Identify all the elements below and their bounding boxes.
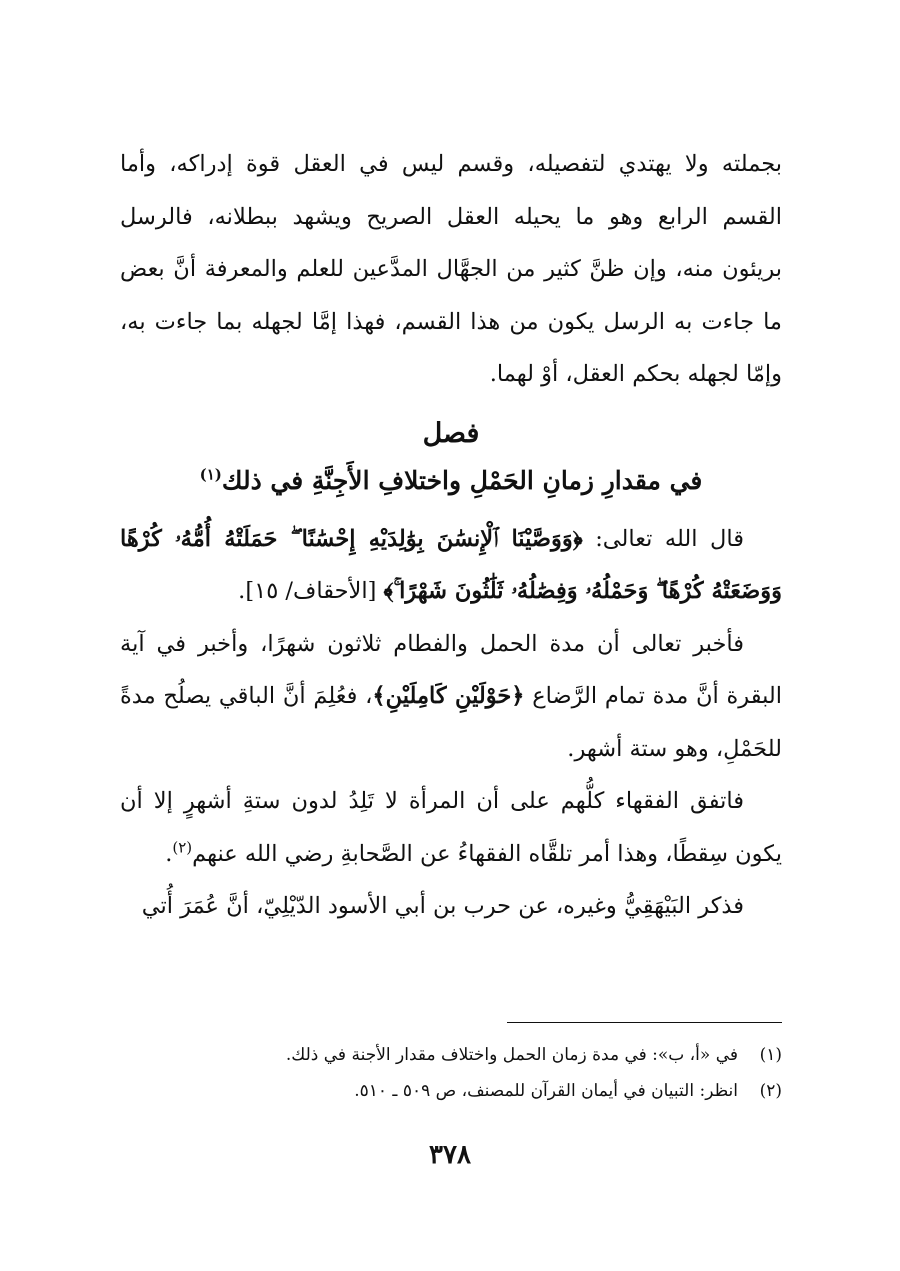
footnote-ref-1[interactable]: (١) xyxy=(199,465,222,484)
footnote-number: (٢) xyxy=(759,1081,782,1101)
quran-verse-ahqaf: ﴿وَوَصَّيْنَا ٱلْإِنسَٰنَ بِوَٰلِدَيْهِ إِحْسَٰنًا ۖ حَمَلَتْهُ أُمُّهُۥ كُرْهًا وَوَضَعَتْهُ كُرْهًا ۖ وَحَمْلُهُۥ وَفِصَٰلُهُۥ ثَلَٰثُونَ شَهْرًا ۚ﴾ xyxy=(120,525,782,604)
footnote-ref-2[interactable]: (٢) xyxy=(172,838,193,856)
footnote-text: انظر: التبيان في أيمان القرآن للمصنف، ص ٥٠٩ ـ ٥١٠. xyxy=(354,1081,738,1101)
footnote-divider xyxy=(507,1022,782,1023)
paragraph-continuation: بجملته ولا يهتدي لتفصيله، وقسم ليس في العقل قوة إدراكه، وأما القسم الرابع وهو ما يحيله العقل الصريح ويشهد ببطلانه، فالرسل بريئون منه، وإن ظنَّ كثير من الجهَّال المدَّعين للعلم والمعرفة أنَّ بعض ما جاءت به الرسل يكون من هذا القسم، فهذا إمَّا لجهله بما جاءت به، وإمّا لجهله بحكم العقل، أوْ لهما. xyxy=(120,151,782,387)
footnote-text: في «أ، ب»: في مدة زمان الحمل واختلاف مقدار الأجنة في ذلك. xyxy=(285,1045,738,1065)
footnote-1 xyxy=(120,1037,782,1073)
text-segment: ، فعُلِمَ أنَّ الباقي يصلُح مدةً للحَمْلِ، وهو ستة أشهر. xyxy=(120,683,782,762)
verse-intro: قال الله تعالى: xyxy=(582,525,744,552)
quran-verse-baqara: ﴿حَوْلَيْنِ كَامِلَيْنِ﴾ xyxy=(372,683,525,709)
verse-reference: [الأحقاف/ ١٥]. xyxy=(238,578,384,604)
subheading-text: في مقدارِ زمانِ الحَمْلِ واختلافِ الأَجِنَّةِ في ذلك xyxy=(221,465,703,495)
text-segment: فاتفق الفقهاء كلُّهم على أن المرأة لا تَلِدُ لدون ستةِ أشهرٍ إلا أن يكون سِقطًا، وهذا أمر تلقَّاه الفقهاءُ عن الصَّحابةِ رضي الله عنهم xyxy=(120,788,782,867)
footnote-2 xyxy=(120,1073,782,1109)
section-heading: فصل xyxy=(422,417,480,449)
text-segment: . xyxy=(165,840,173,867)
page-number: ٣٧٨ xyxy=(429,1140,471,1170)
paragraph-jurists-agreement xyxy=(120,775,782,880)
page-body xyxy=(120,138,782,933)
section-subheading xyxy=(120,459,782,503)
paragraph-bayhaqi: فذكر البَيْهَقِيُّ وغيره، عن حرب بن أبي الأسود الدّيْلِيّ، أنَّ عُمَرَ أُتي xyxy=(141,893,744,919)
text-segment: فأخبر تعالى أن مدة الحمل والفطام ثلاثون شهرًا، وأخبر في آية البقرة أنَّ مدة تمام الرَّضاع xyxy=(120,630,782,709)
footnote-number: (١) xyxy=(759,1045,782,1065)
footnotes xyxy=(120,1022,782,1109)
paragraph-verse-ahqaf xyxy=(120,513,782,618)
paragraph-pregnancy-duration xyxy=(120,618,782,776)
